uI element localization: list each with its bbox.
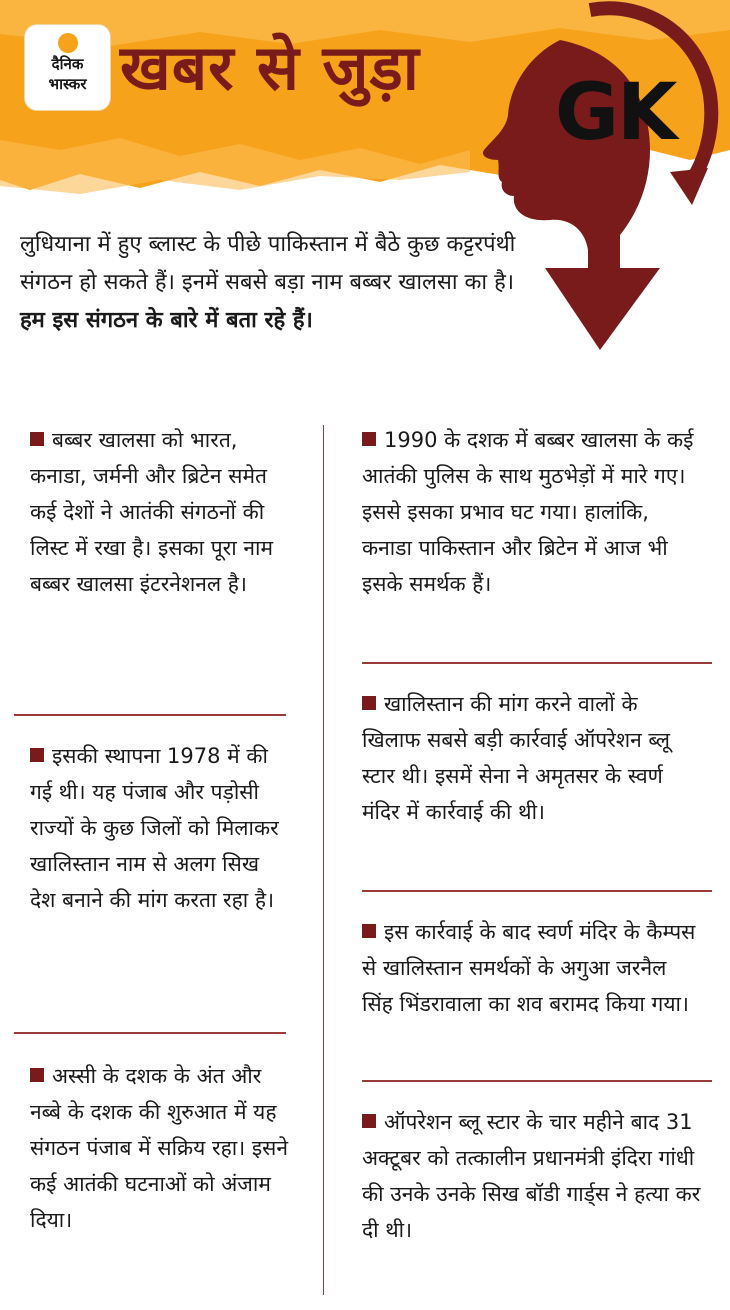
fact-block-right-3	[362, 914, 702, 1022]
fact-block-right-2	[362, 686, 702, 830]
fact-text: बब्बर खालसा को भारत, कनाडा, जर्मनी और ब्रिटेन समेत कई देशों ने आतंकी संगठनों की लिस्ट में रखा है। इसका पूरा नाम बब्बर खालसा इंटरनेशनल है।	[30, 428, 274, 596]
separator-line	[14, 714, 286, 716]
fact-text: खालिस्तान की मांग करने वालों के खिलाफ सबसे बड़ी कार्रवाई ऑपरेशन ब्लू स्टार थी। इसमें सेना ने अमृतसर के स्वर्ण मंदिर में कार्रवाई की थी।	[362, 692, 670, 824]
square-bullet-icon	[30, 748, 44, 762]
dainik-bhaskar-logo	[25, 25, 110, 110]
fact-text: इस कार्रवाई के बाद स्वर्ण मंदिर के कैम्पस से खालिस्तान समर्थकों के अगुआ जरनैल सिंह भिंडरावाला का शव बरामद किया गया।	[362, 920, 696, 1016]
intro-bold-text: हम इस संगठन के बारे में बता रहे हैं।	[20, 308, 313, 333]
fact-text: इसकी स्थापना 1978 में की गई थी। यह पंजाब और पड़ोसी राज्यों के कुछ जिलों को मिलाकर खालिस्तान नाम से अलग सिख देश बनाने की मांग करता रहा है।	[30, 744, 279, 912]
fact-block-left-3	[30, 1058, 292, 1238]
intro-text: लुधियाना में हुए ब्लास्ट के पीछे पाकिस्तान में बैठे कुछ कट्टरपंथी संगठन हो सकते हैं। इनमें सबसे बड़ा नाम बब्बर खालसा का है।	[20, 232, 516, 295]
separator-line	[362, 662, 712, 664]
fact-block-right-1	[362, 422, 702, 602]
separator-line	[14, 1032, 286, 1034]
fact-text: 1990 के दशक में बब्बर खालसा के कई आतंकी पुलिस के साथ मुठभेड़ों में मारे गए। इससे इसका प्रभाव घट गया। हालांकि, कनाडा पाकिस्तान और ब्रिटेन में आज भी इसके समर्थक हैं।	[362, 428, 694, 596]
column-divider	[323, 425, 324, 1295]
square-bullet-icon	[362, 1114, 376, 1128]
fact-text: अस्सी के दशक के अंत और नब्बे के दशक की शुरुआत में यह संगठन पंजाब में सक्रिय रहा। इसने कई आतंकी घटनाओं को अंजाम दिया।	[30, 1064, 288, 1232]
separator-line	[362, 1080, 712, 1082]
square-bullet-icon	[30, 432, 44, 446]
sun-icon	[58, 33, 78, 53]
square-bullet-icon	[362, 432, 376, 446]
gk-badge: GK	[555, 68, 676, 158]
square-bullet-icon	[30, 1068, 44, 1082]
logo-line-1: दैनिक	[51, 55, 84, 73]
separator-line	[362, 890, 712, 892]
fact-text: ऑपरेशन ब्लू स्टार के चार महीने बाद 31 अक्टूबर को तत्कालीन प्रधानमंत्री इंदिरा गांधी की उनके उनके सिख बॉडी गार्ड्स ने हत्या कर दी थी।	[362, 1110, 701, 1242]
intro-paragraph	[20, 226, 520, 340]
square-bullet-icon	[362, 696, 376, 710]
page-title: खबर से जुड़ा	[120, 31, 420, 104]
fact-block-right-4	[362, 1104, 702, 1248]
fact-block-left-2	[30, 738, 280, 918]
fact-block-left-1	[30, 422, 290, 602]
logo-line-2: भास्कर	[48, 75, 87, 93]
square-bullet-icon	[362, 924, 376, 938]
